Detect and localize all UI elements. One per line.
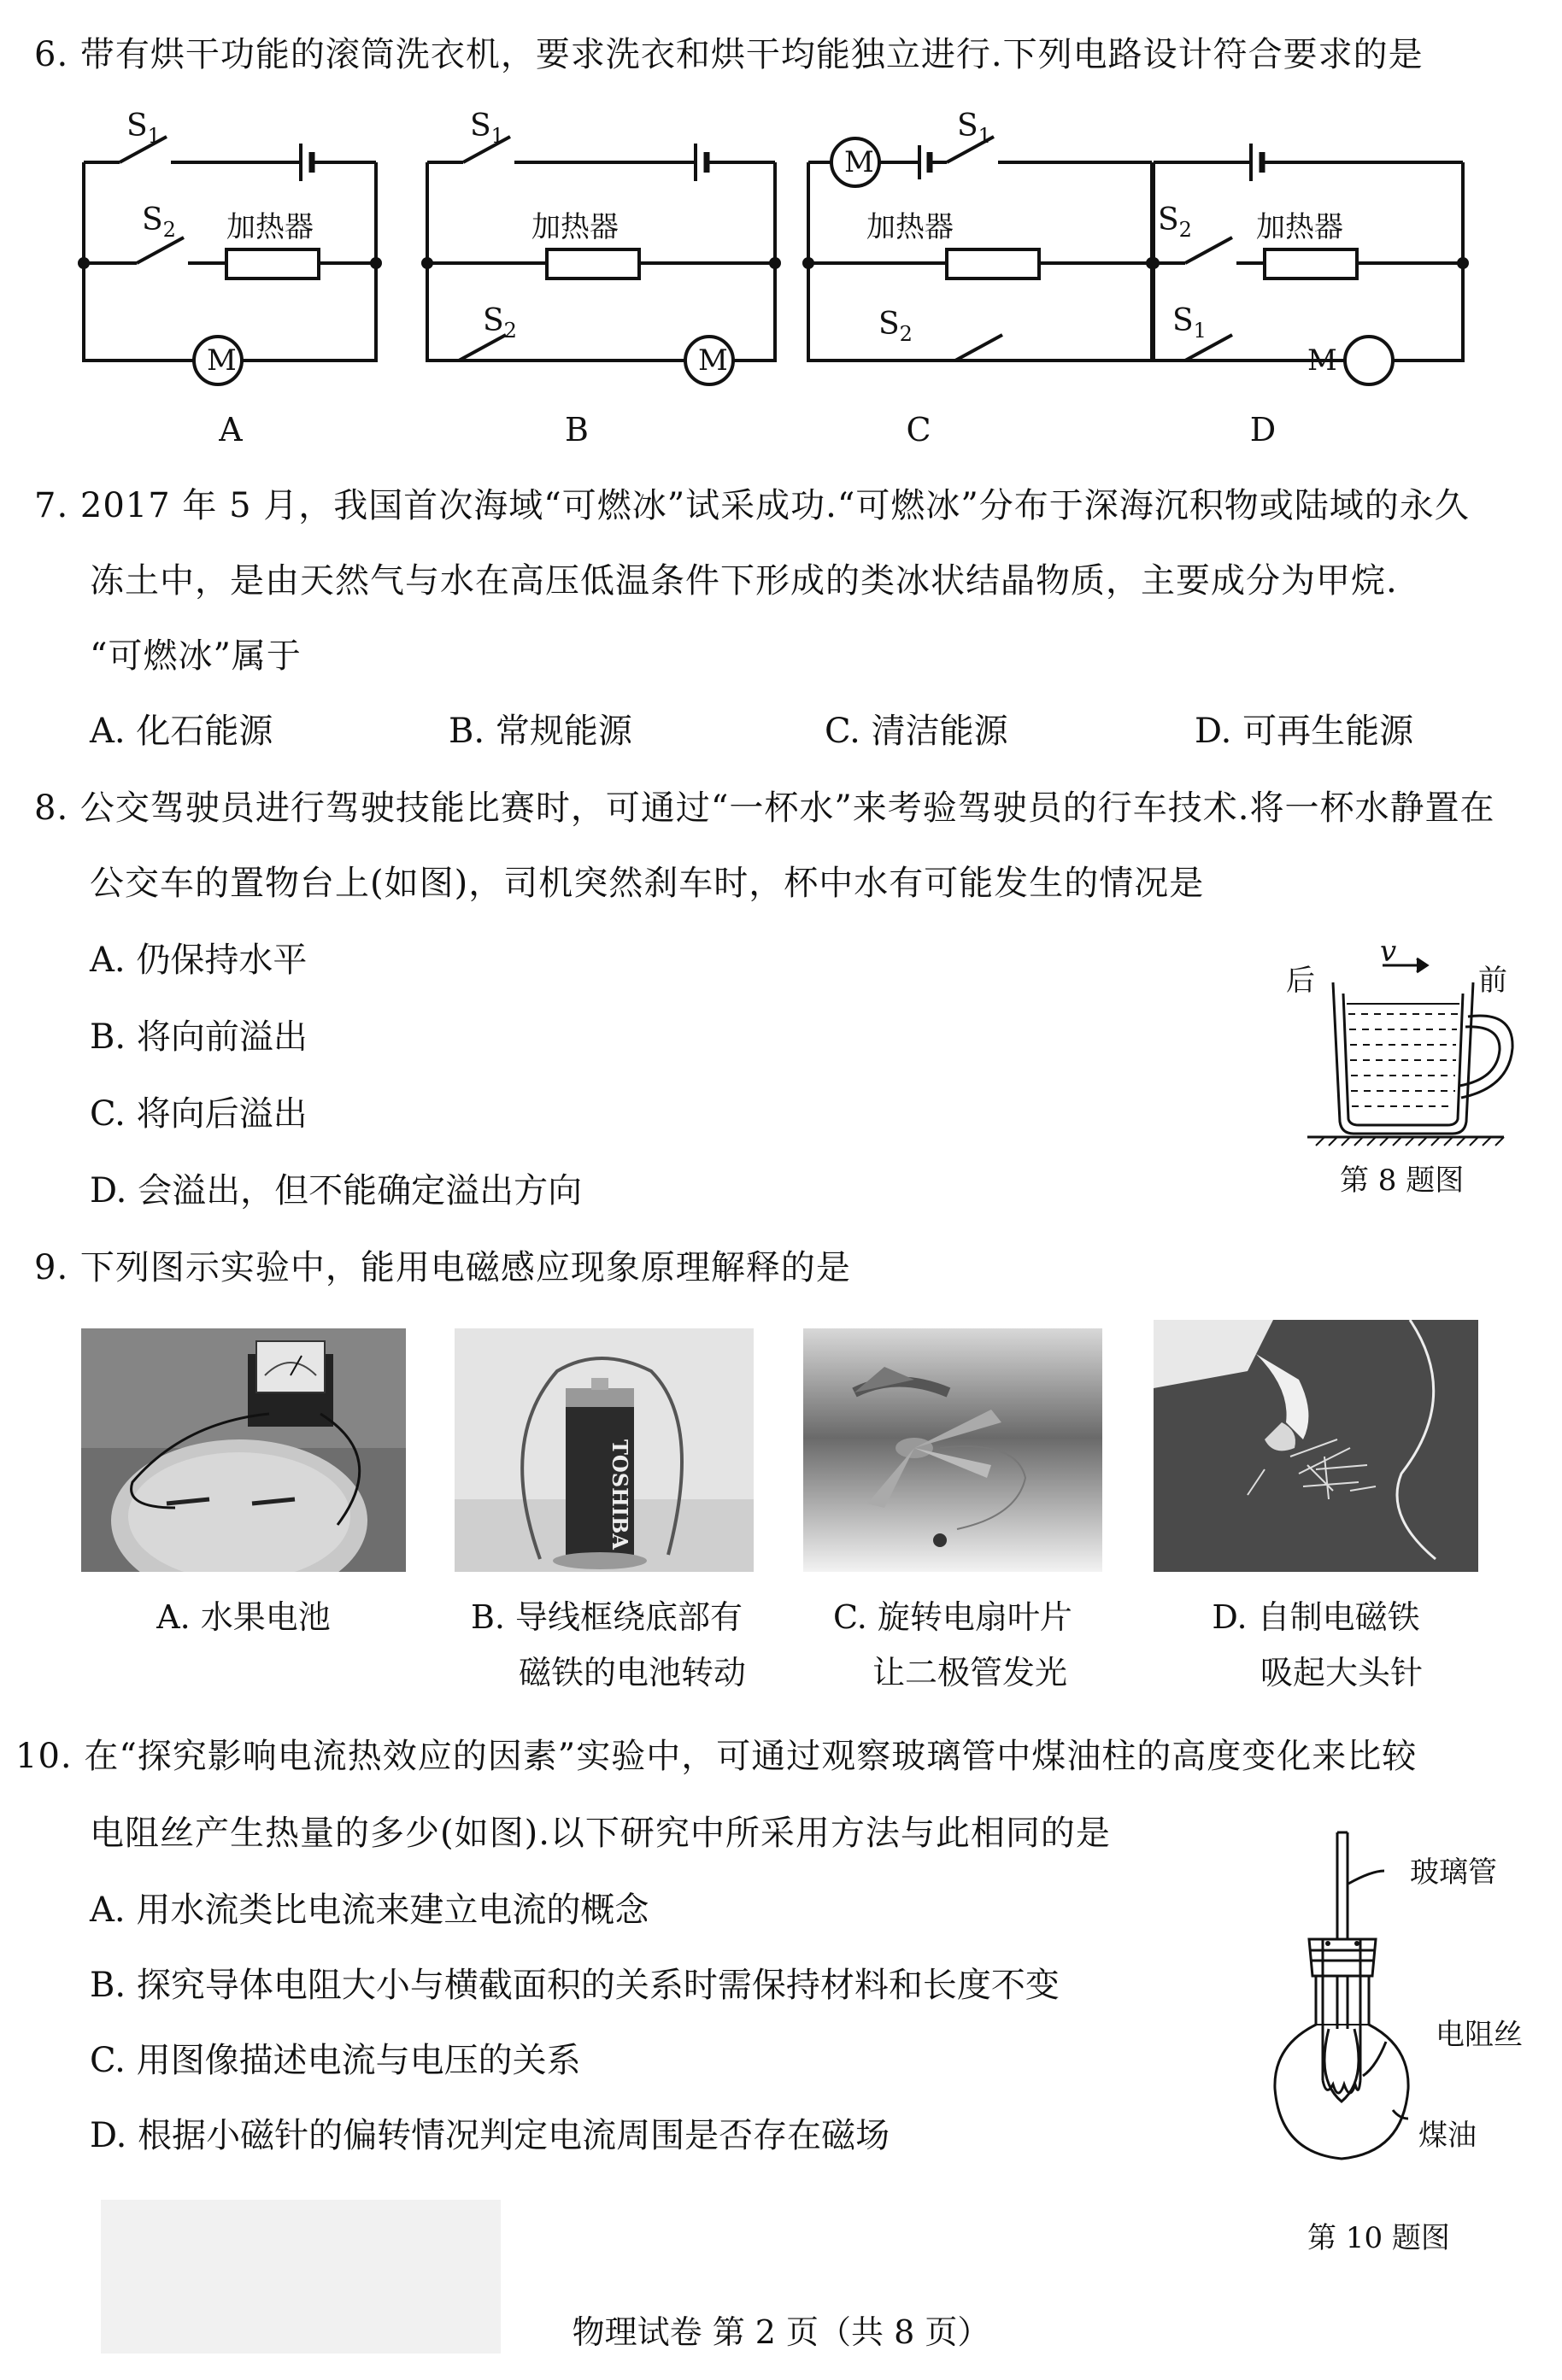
q9-option-a-line1: A. 水果电池	[156, 1598, 331, 1636]
circuit-d-heater-label: 加热器	[1256, 210, 1343, 244]
q10-stem-line-2: 电阻丝产生热量的多少(如图).以下研究中所采用方法与此相同的是	[90, 1814, 1111, 1853]
q10-resistance-wire-label: 电阻丝	[1436, 2018, 1523, 2052]
q8-option-a: A. 仍保持水平	[90, 941, 308, 980]
circuit-d-s2-label: $S_2$	[1158, 202, 1192, 243]
page-footer: 物理试卷 第 2 页（共 8 页）	[572, 2313, 990, 2351]
q9-option-c-line1: C. 旋转电扇叶片	[833, 1598, 1072, 1636]
q7-option-b: B. 常规能源	[449, 712, 632, 751]
circuit-a-s2-label: $S_2$	[142, 202, 176, 243]
circuit-b-s1-label: $S_1$	[470, 108, 504, 149]
q9-photo-fruit-battery	[81, 1328, 406, 1572]
circuit-b-s2-label: $S_2$	[483, 303, 517, 343]
q9-option-c-line2: 让二极管发光	[872, 1654, 1067, 1691]
circuit-c-heater-label: 加热器	[866, 210, 954, 244]
circuit-d-s1-label: $S_1$	[1172, 303, 1207, 343]
q10-figure-caption: 第 10 题图	[1307, 2221, 1450, 2255]
q6-option-b-label: B	[565, 411, 589, 448]
battery-brand-text: TOSHIBA	[608, 1439, 632, 1550]
circuit-b-motor-label: M	[698, 343, 728, 378]
circuit-a-motor-label: M	[207, 343, 237, 378]
q6-option-c-label: C	[906, 411, 931, 448]
q8-stem-line-2: 公交车的置物台上(如图)，司机突然刹车时，杯中水有可能发生的情况是	[90, 864, 1205, 903]
q9-photo-battery-wire-frame	[455, 1328, 754, 1572]
circuit-d-motor-label: M	[1307, 343, 1337, 378]
q7-option-d: D. 可再生能源	[1195, 712, 1414, 751]
q8-front-label: 前	[1478, 964, 1507, 998]
q8-option-b: B. 将向前溢出	[90, 1017, 308, 1057]
q10-option-d: D. 根据小磁针的偏转情况判定电流周围是否存在磁场	[90, 2116, 890, 2155]
q6-option-d-label: D	[1249, 411, 1277, 448]
q10-flask-figure	[1256, 1824, 1427, 2183]
q10-stem-line-1: 10. 在“探究影响电流热效应的因素”实验中，可通过观察玻璃管中煤油柱的高度变化来比较	[15, 1737, 1418, 1776]
q7-stem-line-2: 冻土中，是由天然气与水在高压低温条件下形成的类冰状结晶物质，主要成分为甲烷.	[90, 561, 1398, 601]
q8-stem-line-1: 8. 公交驾驶员进行驾驶技能比赛时，可通过“一杯水”来考验驾驶员的行车技术.将一杯水静置在	[34, 788, 1495, 828]
q10-glass-tube-label: 玻璃管	[1410, 1855, 1497, 1890]
q9-photo-fan-led	[803, 1328, 1102, 1572]
q6-option-a-label: A	[219, 411, 243, 448]
q9-option-d-line1: D. 自制电磁铁	[1212, 1598, 1420, 1636]
q9-photo-electromagnet	[1154, 1320, 1478, 1572]
circuit-a-heater-label: 加热器	[226, 210, 314, 244]
circuit-c-s2-label: $S_2$	[878, 307, 913, 347]
q10-kerosene-label: 煤油	[1418, 2119, 1477, 2153]
q8-velocity-label: v	[1380, 935, 1397, 969]
circuit-b-heater-label: 加热器	[531, 210, 619, 244]
circuit-c-motor-label: M	[844, 145, 874, 179]
circuit-c-s1-label: $S_1$	[957, 108, 991, 149]
q10-option-a: A. 用水流类比电流来建立电流的概念	[90, 1891, 649, 1930]
q7-stem-line-3: “可燃冰”属于	[90, 636, 302, 676]
q7-option-a: A. 化石能源	[90, 712, 273, 751]
q7-stem-line-1: 7. 2017 年 5 月，我国首次海域“可燃冰”试采成功.“可燃冰”分布于深海沉积物或陆域的永久	[34, 486, 1470, 525]
q9-stem: 9. 下列图示实验中，能用电磁感应现象原理解释的是	[34, 1248, 851, 1287]
q6-circuit-diagrams	[51, 103, 1504, 461]
q8-figure-caption: 第 8 题图	[1340, 1164, 1465, 1198]
q9-option-d-line2: 吸起大头针	[1260, 1654, 1423, 1691]
q8-option-d: D. 会溢出，但不能确定溢出方向	[90, 1171, 583, 1211]
circuit-a-s1-label: $S_1$	[126, 108, 161, 149]
q10-option-b: B. 探究导体电阻大小与横截面积的关系时需保持材料和长度不变	[90, 1966, 1060, 2005]
q7-option-c: C. 清洁能源	[825, 712, 1008, 751]
q9-option-b-line1: B. 导线框绕底部有	[470, 1598, 743, 1636]
q8-back-label: 后	[1286, 964, 1315, 998]
q8-option-c: C. 将向后溢出	[90, 1094, 308, 1134]
q9-option-b-line2: 磁铁的电池转动	[518, 1654, 746, 1691]
q6-stem: 6. 带有烘干功能的滚筒洗衣机，要求洗衣和烘干均能独立进行.下列电路设计符合要求的是	[34, 35, 1424, 74]
q10-option-c: C. 用图像描述电流与电压的关系	[90, 2041, 581, 2080]
